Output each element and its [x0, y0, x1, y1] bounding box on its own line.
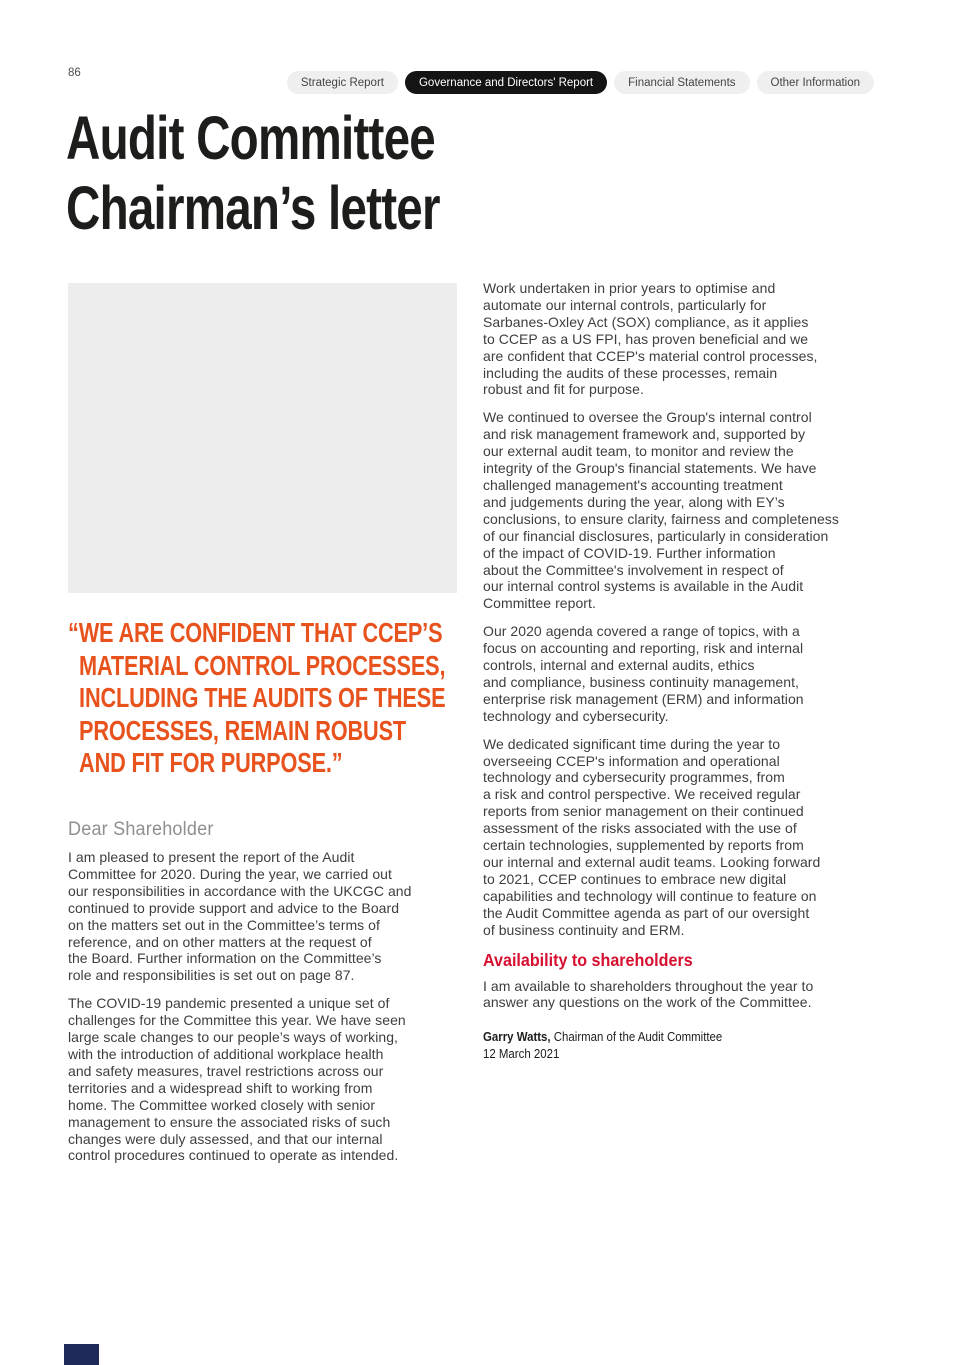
paragraph: I am pleased to present the report of the Audit Committee for 2020. During the year, we carried out our responsibilities in accordance with the UKCGC and continued to provide support and advice to the Board on the matters set out in the Committee’s terms of reference, and on other matters at the request of the Board. Further information on the Committee’s role and responsibilities is set out on page 87. — [68, 849, 412, 984]
paragraph: The COVID-19 pandemic presented a unique set of challenges for the Committee this year. We have seen large scale changes to our people’s ways of working, with the introduction of additional workplace health and safety measures, travel restrictions across our territories and a widespread shift to working from home. The Committee worked closely with senior management to ensure the associated risks of such changes were duly assessed, and that our internal control procedures continued to operate as intended. — [68, 995, 406, 1164]
section-tabs — [287, 71, 874, 94]
page-title: Audit Committee Chairman’s letter — [66, 104, 440, 242]
signature-line — [483, 1028, 853, 1045]
section-color-corner-tab — [64, 1344, 99, 1365]
pull-quote: “WE ARE CONFIDENT THAT CCEP’S MATERIAL CONTROL PROCESSES, INCLUDING THE AUDITS OF THESE PROCESSES, REMAIN ROBUST AND FIT FOR PURPOSE.” — [68, 617, 446, 778]
availability-paragraph: I am available to shareholders throughout the year to answer any questions on the work of the Committee. — [483, 977, 814, 1011]
paragraph: Work undertaken in prior years to optimise and automate our internal controls, particularly for Sarbanes-Oxley Act (SOX) compliance, as it applies to CCEP as a US FPI, has proven beneficial and we are confident that CCEP's material control processes, including the audits of these processes, remain robust and fit for purpose. — [483, 280, 818, 398]
salutation: Dear Shareholder — [68, 819, 214, 840]
tab-governance-directors-report[interactable]: Governance and Directors' Report — [405, 71, 607, 94]
letter-right-column — [483, 280, 903, 1062]
signature-block — [483, 1028, 853, 1062]
availability-heading: Availability to shareholders — [483, 949, 693, 970]
paragraph: We dedicated significant time during the year to overseeing CCEP's information and operational technology and cybersecurity programmes, from a risk and control perspective. We received regular reports from senior management on their continued assessment of the risks associated with the use of certain technologies, supplemented by reports from our internal and external audit teams. Looking forward to 2021, CCEP continues to embrace new digital capabilities and technology will continue to feature on the Audit Committee agenda as part of our oversight of business continuity and ERM. — [483, 735, 821, 938]
paragraph: Our 2020 agenda covered a range of topics, with a focus on accounting and reporting, risk and internal controls, internal and external audits, ethics and compliance, business continuity management, enterprise risk management (ERM) and information technology and cybersecurity. — [483, 623, 804, 724]
tab-strategic-report[interactable]: Strategic Report — [287, 71, 398, 94]
tab-other-information[interactable]: Other Information — [757, 71, 874, 94]
paragraph: We continued to oversee the Group's internal control and risk management framework and, supported by our external audit team, to monitor and review the integrity of the Group's financial statements. We have challenged management's accounting treatment and judgements during the year, along with EY’s conclusions, to ensure clarity, fairness and completeness of our financial disclosures, particularly in consideration of the impact of COVID-19. Further information about the Committee's involvement in respect of our internal control systems is available in the Audit Committee report. — [483, 409, 839, 612]
signatory-name: Garry Watts, — [483, 1029, 551, 1045]
chairman-photo-placeholder — [68, 283, 457, 593]
letter-left-column — [68, 849, 488, 1175]
page-number: 86 — [68, 67, 81, 79]
signatory-role: Chairman of the Audit Committee — [550, 1029, 723, 1045]
tab-financial-statements[interactable]: Financial Statements — [614, 71, 749, 94]
signature-date: 12 March 2021 — [483, 1046, 560, 1062]
